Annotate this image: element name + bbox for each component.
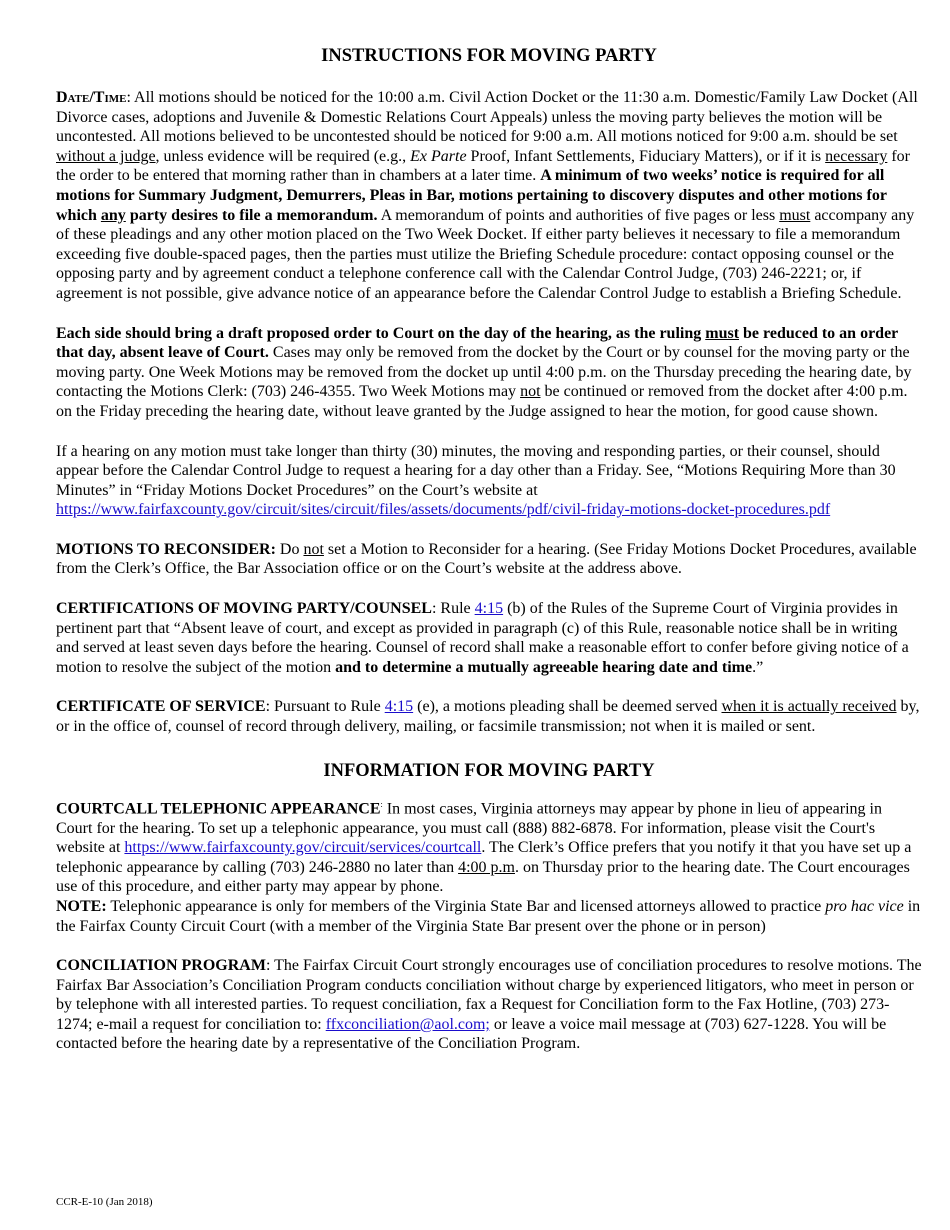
label-certifications: CERTIFICATIONS OF MOVING PARTY/COUNSEL — [56, 600, 432, 618]
document-page — [56, 44, 922, 1074]
label-certificate-of-service: CERTIFICATE OF SERVICE — [56, 698, 266, 716]
paragraph-date-time: Date/Time: All motions should be noticed for the 10:00 a.m. Civil Action Docket or the 11:30 a.m. Domestic/Family Law Docket (All Divorce cases, adoptions and Juvenile & Domestic Relations Court Appeals) unless the moving party believes the motion will be uncontested. All motions believed to be uncontested should be noticed for 9:00 a.m. All motions noticed for 9:00 a.m. should be set without a judge, unless evidence will be required (e.g., Ex Parte Proof, Infant Settlements, Fiduciary Matters), or if it is necessary for the order to be entered that morning rather than in chambers at a later time. A minimum of two weeks’ notice is required for all motions for Summary Judgment, Demurrers, Pleas in Bar, motions pertaining to discovery disputes and other motions for which any party desires to file a memorandum. A memorandum of points and authorities of five pages or less must accompany any of these pleadings and any other motion placed on the Two Week Docket. If either party believes it necessary to file a memorandum exceeding five double-spaced pages, then the parties must utilize the Briefing Schedule procedure: contact opposing counsel or the opposing party and by agreement conduct a telephone conference call with the Calendar Control Judge, (703) 246-2221; or, if agreement is not possible, give advance notice of an appearance before the Calendar Control Judge to establish a Briefing Schedule. — [56, 89, 918, 302]
label-motions-to-reconsider: MOTIONS TO RECONSIDER: — [56, 540, 276, 558]
label-conciliation: CONCILIATION PROGRAM — [56, 957, 266, 975]
form-code-footer: CCR-E-10 (Jan 2018) — [56, 1196, 153, 1208]
paragraph-motions-to-reconsider: MOTIONS TO RECONSIDER: Do not set a Motion to Reconsider for a hearing. (See Friday Motions Docket Procedures, available from the Clerk’s Office, the Bar Association office or on the Court’s website at the address above. — [56, 540, 917, 578]
heading-information: INFORMATION FOR MOVING PARTY — [323, 760, 655, 781]
heading-instructions: INSTRUCTIONS FOR MOVING PARTY — [321, 46, 657, 66]
paragraph-note: NOTE: Telephonic appearance is only for members of the Virginia State Bar and licensed attorneys allowed to practice pro hac vice in the Fairfax County Circuit Court (with a member of the Virginia State Bar present over the phone or in person) — [56, 897, 921, 935]
paragraph-conciliation: CONCILIATION PROGRAM: The Fairfax Circuit Court strongly encourages use of conciliation procedures to resolve motions. The Fairfax Bar Association’s Conciliation Program conducts conciliation without charge by experienced litigators, who meet in person or by telephone with all interested parties. To request conciliation, fax a Request for Conciliation form to the Fax Hotline, (703) 273-1274; e-mail a request for conciliation to: ffxconciliation@aol.com; or leave a voice mail message at (703) 627-1228. You will be contacted before the hearing date by a representative of the Conciliation Program. — [56, 957, 922, 1053]
label-note: NOTE: — [56, 897, 107, 915]
rule-4-15-link-service[interactable]: 4:15 — [384, 698, 414, 716]
courtcall-link[interactable]: https://www.fairfaxcounty.gov/circuit/services/courtcall — [124, 839, 482, 857]
friday-motions-procedures-link[interactable]: https://www.fairfaxcounty.gov/circuit/sites/circuit/files/assets/documents/pdf/civil-friday-motions-docket-procedures.pdf — [56, 501, 831, 519]
label-courtcall: COURTCALL TELEPHONIC APPEARANCE — [56, 799, 381, 817]
paragraph-courtcall: COURTCALL TELEPHONIC APPEARANCE: In most cases, Virginia attorneys may appear by phone in lieu of appearing in Court for the hearing. To set up a telephonic appearance, you must call (888) 882-6878. For information, please visit the Court's website at https://www.fairfaxcounty.gov/circuit/services/courtcall. The Clerk’s Office prefers that you notify it that you have set up a telephonic appearance by calling (703) 246-2880 no later than 4:00 p.m. on Thursday prior to the hearing date. The Court encourages use of this procedure, and either party may appear by phone. — [56, 799, 912, 896]
paragraph-certificate-of-service: CERTIFICATE OF SERVICE: Pursuant to Rule 4:15 (e), a motions pleading shall be deemed served when it is actually received by, or in the office of, counsel of record through delivery, mailing, or facsimile transmission; not when it is mailed or sent. — [56, 698, 920, 736]
paragraph-proposed-order: Each side should bring a draft proposed order to Court on the day of the hearing, as the ruling must be reduced to an order that day, absent leave of Court. Cases may only be removed from the docket by the Court or by counsel for the moving party or the moving party. One Week Motions may be removed from the docket up until 4:00 p.m. on the Thursday preceding the hearing date, by contacting the Motions Clerk: (703) 246-4355. Two Week Motions may not be continued or removed from the docket after 4:00 p.m. on the Friday preceding the hearing date, without leave granted by the Judge assigned to hear the motion, for good cause shown. — [56, 324, 912, 420]
conciliation-email-link[interactable]: ffxconciliation@aol.com; — [325, 1015, 490, 1033]
label-date-time: Date/Time — [56, 89, 127, 106]
paragraph-certifications: CERTIFICATIONS OF MOVING PARTY/COUNSEL: Rule 4:15 (b) of the Rules of the Supreme Court of Virginia provides in pertinent part that “Absent leave of court, and except as provided in paragraph (c) of this Rule, reasonable notice shall be in writing and served at least seven days before the hearing. Counsel of record shall make a reasonable effort to confer before giving notice of a motion to resolve the subject of the motion and to determine a mutually agreeable hearing date and time.” — [56, 600, 909, 676]
rule-4-15-link[interactable]: 4:15 — [474, 600, 504, 618]
paragraph-long-hearing: If a hearing on any motion must take longer than thirty (30) minutes, the moving and responding parties, or their counsel, should appear before the Calendar Control Judge to request a hearing for a day other than a Friday. See, “Motions Requiring More than 30 Minutes” in “Friday Motions Docket Procedures” on the Court’s website at https://www.fairfaxcounty.gov/circuit/sites/circuit/files/assets/documents/pdf/civil-friday-motions-docket-procedures.pdf — [56, 442, 896, 519]
